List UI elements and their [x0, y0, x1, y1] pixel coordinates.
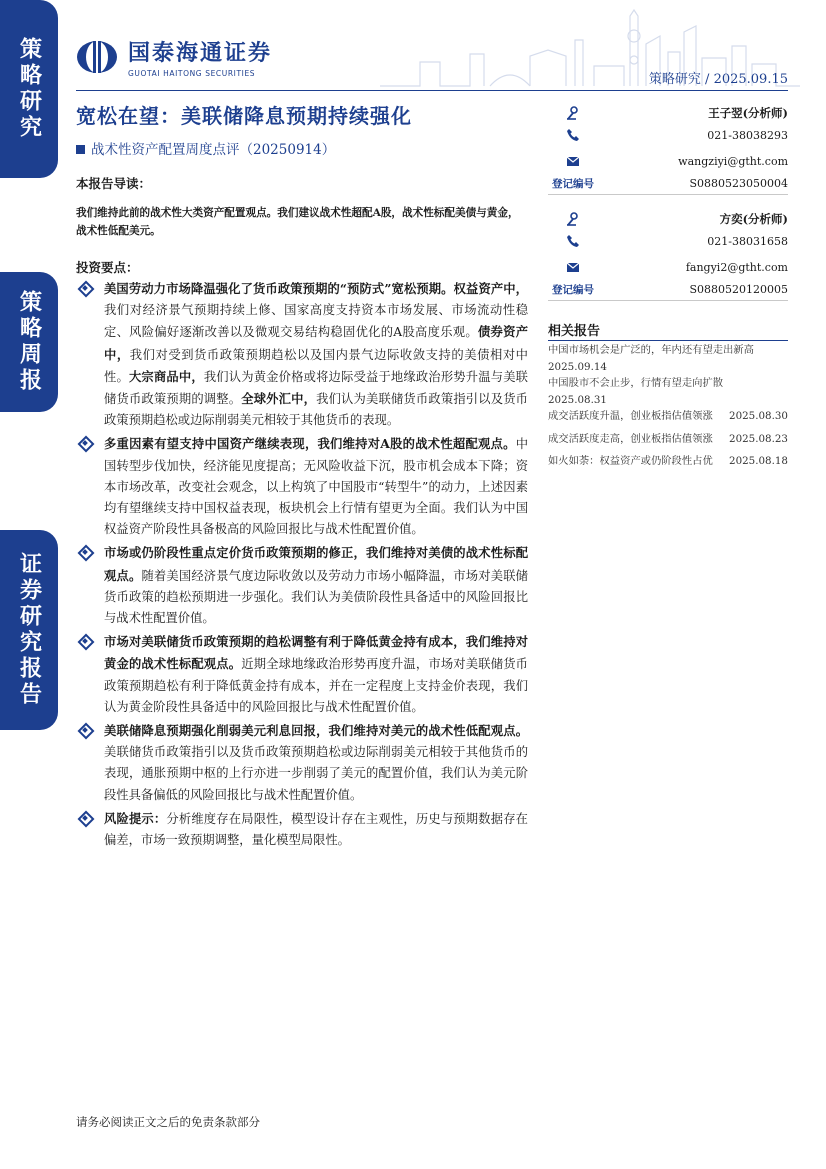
analyst-card — [548, 102, 788, 194]
point-emphasis: 多重因素有望支持中国资产继续表现，我们维持对A股的战术性超配观点。 — [104, 436, 516, 452]
analyst-reg-number: S0880523050004 — [689, 176, 788, 190]
point-emphasis: 风险提示： — [104, 810, 167, 826]
related-reports-divider — [548, 340, 788, 341]
header-divider — [76, 90, 788, 91]
phone-icon — [566, 128, 580, 142]
diamond-bullet-icon — [80, 283, 90, 293]
point-text: 中国转型步伐加快，经济能见度提高；无风险收益下沉，股市机会成本下降；资本市场改革，改变社会观念，以上构筑了中国股市“转型牛”的动力，上述因素均有望继续支持中国权益表现，板块机会上行情有望更为全面。我们认为中国权益资产阶段性具备极高的风险回报比与战术性配置价值。 — [104, 437, 528, 537]
analyst-name: 方奕(分析师) — [719, 212, 788, 226]
side-tab-strategy-research — [0, 0, 58, 178]
analyst-reg-number: S0880520120005 — [689, 282, 788, 296]
related-report-date: 2025.08.23 — [729, 432, 788, 445]
analyst-name: 王子翌(分析师) — [708, 106, 788, 120]
person-icon — [566, 106, 580, 120]
side-tab-label: 证券研究报告 — [16, 552, 42, 708]
intro-heading: 本报告导读： — [76, 176, 152, 191]
related-report-item[interactable] — [548, 342, 788, 375]
related-report-item[interactable] — [548, 408, 788, 425]
email-icon — [566, 154, 580, 168]
point-text: 分析维度存在局限性，模型设计存在主观性，历史与预期数据存在偏差，市场一致预期调整，量化模型局限性。 — [104, 811, 528, 848]
analyst-divider — [548, 194, 788, 195]
related-report-date: 2025.08.30 — [729, 410, 788, 422]
company-name-en: GUOTAI HAITONG SECURITIES — [128, 69, 256, 78]
side-tab-label: 策略研究 — [16, 37, 42, 141]
reg-label: 登记编号 — [552, 283, 594, 296]
point-item — [76, 278, 528, 431]
related-report-date: 2025.09.14 — [548, 360, 607, 373]
point-text: 近期全球地缘政治形势再度升温，市场对美联储货币政策预期趋松有利于降低黄金持有成本，并在一定程度上支持金价表现，我们认为黄金阶段性具备适中的风险回报比与战术性配置价值。 — [104, 657, 528, 714]
related-report-date: 2025.08.18 — [729, 455, 788, 467]
diamond-bullet-icon — [80, 438, 90, 448]
disclaimer-footer: 请务必阅读正文之后的免责条款部分 — [76, 1115, 260, 1129]
intro-text: 我们维持此前的战术性大类资产配置观点。我们建议战术性超配A股，战术性标配美债与黄金，战术性低配美元。 — [76, 207, 519, 237]
related-report-date: 2025.08.31 — [548, 393, 607, 406]
report-category-date: 策略研究 / 2025.09.15 — [648, 72, 788, 87]
related-report-title: 成交活跃度升温，创业板指估值领涨 — [548, 410, 713, 422]
page-title: 宽松在望：美联储降息预期持续强化 — [76, 104, 412, 128]
related-report-item[interactable] — [548, 375, 788, 408]
point-item — [76, 542, 528, 629]
diamond-bullet-icon — [80, 725, 90, 735]
point-emphasis: 美联储降息预期强化削弱美元利息回报，我们维持对美元的战术性低配观点。 — [104, 723, 528, 739]
point-emphasis: 权益资产中， — [453, 281, 528, 296]
diamond-bullet-icon — [80, 547, 90, 557]
related-report-item[interactable] — [548, 431, 788, 448]
email-icon — [566, 260, 580, 274]
person-icon — [566, 212, 580, 226]
side-tab-strategy-weekly — [0, 272, 58, 412]
point-text: 我们认为美联储货币政策指引以及货币政策预期趋松或边际削弱美元相较于其他货币的表现。 — [104, 392, 528, 428]
point-emphasis: 债券资产中， — [104, 324, 528, 362]
related-report-title: 中国股市不会止步，行情有望走向扩散 — [548, 377, 724, 389]
point-emphasis: 市场对美联储货币政策预期的趋松调整有利于降低黄金持有成本，我们维持对黄金的战术性标配观点。 — [104, 634, 528, 672]
related-report-title: 如火如荼：权益资产或仍阶段性占优 — [548, 455, 713, 467]
square-bullet-icon — [76, 145, 85, 154]
reg-label: 登记编号 — [552, 177, 594, 190]
point-emphasis: 美国劳动力市场降温强化了货币政策预期的“预防式”宽松预期。 — [104, 281, 454, 296]
diamond-bullet-icon — [80, 636, 90, 646]
side-tab-label: 策略周报 — [16, 290, 42, 394]
analyst-email: fangyi2@gtht.com — [685, 260, 788, 274]
point-emphasis: 大宗商品中， — [128, 368, 204, 384]
analyst-phone: 021-38031658 — [707, 234, 788, 248]
side-tab-securities-report — [0, 530, 58, 730]
point-text: 美联储货币政策指引以及货币政策预期趋松或边际削弱美元相较于其他货币的表现，通胀预期中枢的上行亦进一步削弱了美元的配置价值，我们认为美元阶段性具备偏低的风险回报比与战术性配置价值。 — [104, 745, 528, 802]
related-report-title: 中国市场机会是广泛的，年内还有望走出新高 — [548, 344, 754, 356]
point-text: 我们认为黄金价格或将边际受益于地缘政治形势升温与美联储货币政策预期的调整。 — [104, 369, 528, 407]
phone-icon — [566, 234, 580, 248]
points-heading: 投资要点： — [76, 260, 139, 275]
page-subtitle — [76, 138, 335, 158]
analyst-divider — [548, 300, 788, 301]
related-report-item[interactable] — [548, 453, 788, 470]
points-list — [76, 278, 528, 851]
analyst-email: wangziyi@gtht.com — [678, 154, 788, 168]
point-item — [76, 808, 528, 851]
subtitle-text: 战术性资产配置周度点评（20250914） — [91, 142, 336, 158]
company-name-cn: 国泰海通证券 — [128, 41, 273, 66]
analyst-card — [548, 208, 788, 300]
related-report-title: 成交活跃度走高，创业板指估值领涨 — [548, 432, 713, 445]
point-emphasis: 市场或仍阶段性重点定价货币政策预期的修正，我们维持对美债的战术性标配观点。 — [104, 545, 528, 583]
point-item — [76, 720, 528, 806]
point-text: 我们对经济景气预期持续上修、国家高度支持资本市场发展、市场流动性稳定、风险偏好逐渐改善以及微观交易结构稳固优化的A股高度乐观。 — [104, 303, 528, 340]
point-emphasis: 全球外汇中， — [241, 391, 317, 407]
point-text: 我们对受到货币政策预期趋松以及国内景气边际收敛支持的美债相对中性。 — [104, 347, 528, 384]
diamond-bullet-icon — [80, 813, 90, 823]
analyst-phone: 021-38038293 — [707, 128, 788, 142]
related-reports-list — [548, 342, 788, 470]
company-logo — [76, 36, 272, 78]
related-reports-heading: 相关报告 — [548, 324, 601, 339]
point-text: 随着美国经济景气度边际收敛以及劳动力市场小幅降温，市场对美联储货币政策的趋松预期进一步强化。我们认为美债阶段性具备适中的风险回报比与战术性配置价值。 — [104, 568, 528, 626]
logo-mark-icon — [76, 40, 118, 74]
main-content — [76, 174, 528, 851]
point-item — [76, 433, 528, 540]
point-item — [76, 631, 528, 718]
